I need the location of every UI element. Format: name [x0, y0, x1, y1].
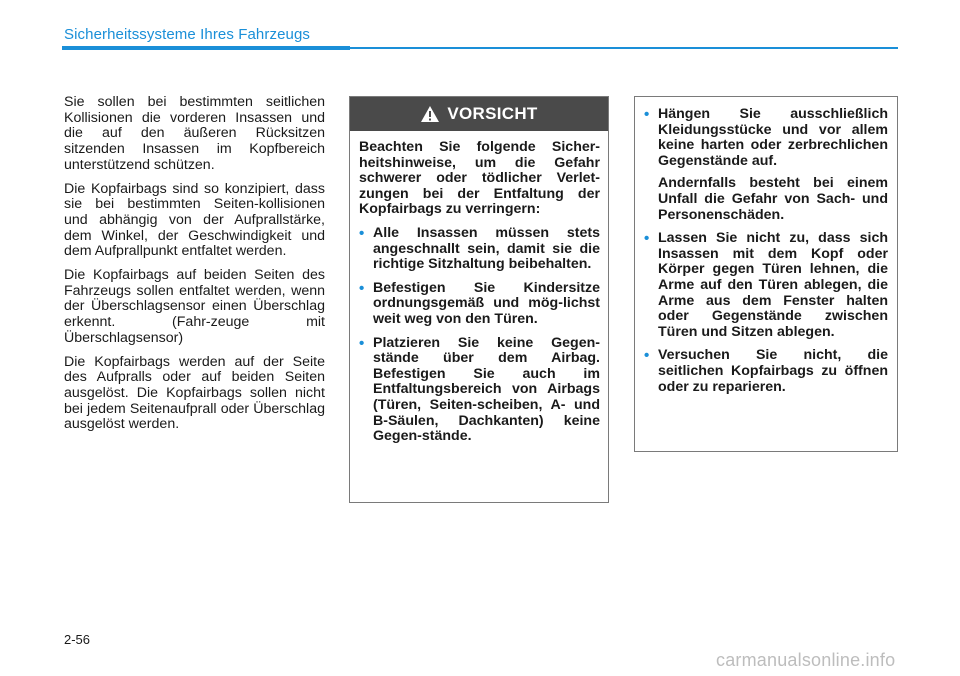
list-item-note: Andernfalls besteht bei einem Unfall die Gefahr von Sach- und Personenschäden. — [658, 175, 888, 223]
header-accent-bar — [62, 46, 350, 50]
page-number: 2-56 — [64, 632, 91, 647]
list-item — [644, 107, 888, 223]
list-item: • Platzieren Sie keine Gegen-stände über dem Airbag. Befestigen Sie auch im Entfaltungsbereich von Airbags (Türen, Seiten-scheiben, A- und B-Säulen, Dachkanten) keine Gegen-stände. — [359, 336, 600, 445]
caution-title: VORSICHT — [447, 104, 538, 123]
list-item-text: Lassen Sie nicht zu, dass sich Insassen mit dem Kopf oder Körper gegen Türen lehnen, die Arme auf den Türen ablegen, die Arme aus dem Fenster halten oder Gegenstände zwischen Türen und Sitzen ablegen. — [658, 230, 888, 340]
caution-continuation-body — [635, 97, 897, 395]
left-text-column — [64, 95, 325, 441]
watermark: carmanualsonline.info — [716, 650, 896, 670]
section-title: Sicherheitssysteme Ihres Fahrzeugs — [64, 26, 310, 43]
list-item-text: Versuchen Sie nicht, die seitlichen Kopfairbags zu öffnen oder zu reparieren. — [658, 347, 888, 395]
paragraph: Sie sollen bei bestimmten seitlichen Kollisionen die vorderen Insassen und die auf den äußeren Rücksitzen sitzenden Insassen im Kopfbereich unterstützend schützen. — [64, 94, 325, 173]
caution-body — [350, 131, 608, 445]
caution-continuation-box — [634, 96, 898, 452]
caution-intro: Beachten Sie folgende Sicher-heitshinweise, um die Gefahr schwerer oder tödlicher Verlet-zungen bei der Entfaltung der Kopfairbags zu verringern: — [359, 139, 600, 218]
paragraph: Die Kopfairbags sind so konzipiert, dass sie bei bestimmten Seiten-kollisionen und abhängig von der Aufprallstärke, dem Winkel, der Geschwindigkeit und dem Aufprallpunkt entfaltet werden. — [64, 180, 325, 260]
warning-triangle-icon — [420, 105, 440, 123]
caution-header — [350, 97, 608, 131]
list-item — [644, 348, 888, 395]
paragraph: Die Kopfairbags auf beiden Seiten des Fahrzeugs sollen entfaltet werden, wenn der Überschlagsensor einen Überschlag erkennt. (Fahr-zeuge mit Überschlagsensor) — [64, 267, 325, 346]
list-item — [644, 231, 888, 340]
paragraph: Die Kopfairbags werden auf der Seite des Aufpralls oder auf beiden Seiten ausgelöst. Die Kopfairbags sollen nicht bei jedem Seitenaufprall oder Überschlag ausgelöst werden. — [64, 353, 325, 433]
caution-continuation-list — [644, 107, 888, 395]
caution-box — [349, 96, 609, 503]
list-item: • Befestigen Sie Kindersitze ordnungsgemäß und mög-lichst weit weg von den Türen. — [359, 281, 600, 328]
caution-list — [359, 226, 600, 445]
list-item: • Alle Insassen müssen stets angeschnallt sein, damit sie die richtige Sitzhaltung beibehalten. — [359, 226, 600, 273]
header-rule — [350, 47, 898, 49]
list-item-text: Hängen Sie ausschließlich Kleidungsstücke und vor allem keine harten oder zerbrechlichen Gegenstände auf. — [658, 106, 888, 169]
